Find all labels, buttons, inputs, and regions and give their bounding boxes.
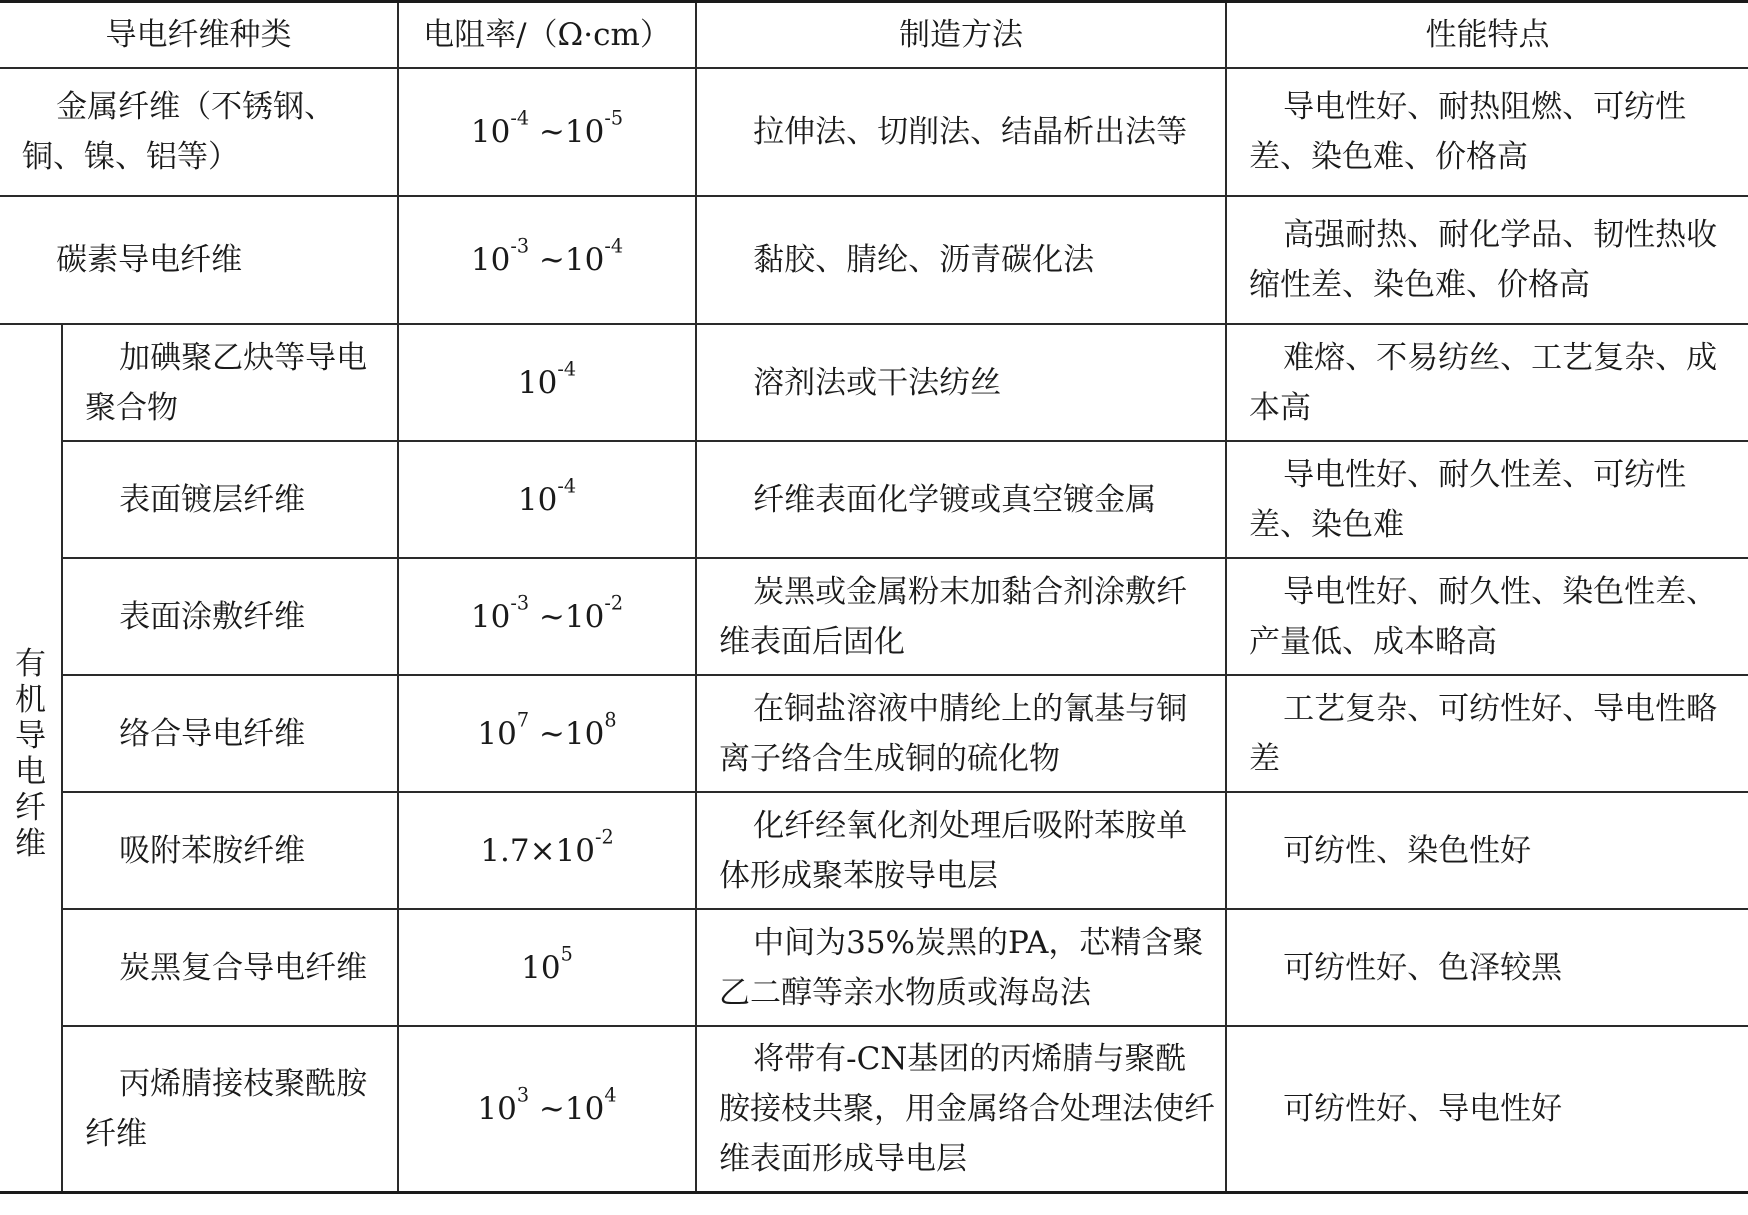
- resistivity-cell: $10^7$ $\sim 10^8$: [398, 675, 696, 792]
- table-row: [0, 909, 1748, 1026]
- properties-cell: 可纺性、染色性好: [1226, 792, 1748, 909]
- method-cell: 纤维表面化学镀或真空镀金属: [696, 441, 1226, 558]
- method-cell: 黏胶、腈纶、沥青碳化法: [696, 196, 1226, 324]
- group-label-organic: 有机导电纤维: [0, 324, 62, 1192]
- table-row: [0, 1026, 1748, 1192]
- properties-cell: 难熔、不易纺丝、工艺复杂、成本高: [1226, 324, 1748, 441]
- table-row: [0, 675, 1748, 792]
- method-cell: 在铜盐溶液中腈纶上的氰基与铜离子络合生成铜的硫化物: [696, 675, 1226, 792]
- method-cell: 中间为35%炭黑的PA，芯精含聚乙二醇等亲水物质或海岛法: [696, 909, 1226, 1026]
- properties-cell: 可纺性好、导电性好: [1226, 1026, 1748, 1192]
- table-row: [0, 558, 1748, 675]
- properties-cell: 工艺复杂、可纺性好、导电性略差: [1226, 675, 1748, 792]
- method-cell: 将带有-CN基团的丙烯腈与聚酰胺接枝共聚，用金属络合处理法使纤维表面形成导电层: [696, 1026, 1226, 1192]
- method-cell: 化纤经氧化剂处理后吸附苯胺单体形成聚苯胺导电层: [696, 792, 1226, 909]
- fiber-type-cell: 碳素导电纤维: [0, 196, 398, 324]
- method-cell: 炭黑或金属粉末加黏合剂涂敷纤维表面后固化: [696, 558, 1226, 675]
- fiber-type-cell: 表面镀层纤维: [62, 441, 398, 558]
- method-cell: 拉伸法、切削法、结晶析出法等: [696, 68, 1226, 196]
- resistivity-cell: $10^{-4}$: [398, 441, 696, 558]
- resistivity-cell: $1.7\times 10^{-2}$: [398, 792, 696, 909]
- resistivity-cell: $10^5$: [398, 909, 696, 1026]
- table-row: [0, 68, 1748, 196]
- fiber-type-cell: 吸附苯胺纤维: [62, 792, 398, 909]
- fiber-type-cell: 炭黑复合导电纤维: [62, 909, 398, 1026]
- fiber-type-cell: 丙烯腈接枝聚酰胺纤维: [62, 1026, 398, 1192]
- header-resistivity: 电阻率/（Ω·cm）: [398, 2, 696, 69]
- resistivity-cell: $10^{-4}$: [398, 324, 696, 441]
- table-row: [0, 196, 1748, 324]
- header-method: 制造方法: [696, 2, 1226, 69]
- properties-cell: 可纺性好、色泽较黑: [1226, 909, 1748, 1026]
- method-cell: 溶剂法或干法纺丝: [696, 324, 1226, 441]
- table-header-row: [0, 2, 1748, 69]
- header-properties: 性能特点: [1226, 2, 1748, 69]
- properties-cell: 导电性好、耐久性、染色性差、产量低、成本略高: [1226, 558, 1748, 675]
- fiber-type-cell: 表面涂敷纤维: [62, 558, 398, 675]
- table-row: [0, 792, 1748, 909]
- fiber-type-cell: 金属纤维（不锈钢、铜、镍、铝等）: [0, 68, 398, 196]
- properties-cell: 导电性好、耐热阻燃、可纺性差、染色难、价格高: [1226, 68, 1748, 196]
- resistivity-cell: $10^{-4}$ $\sim 10^{-5}$: [398, 68, 696, 196]
- table-row: [0, 324, 1748, 441]
- header-fiber-type: 导电纤维种类: [0, 2, 398, 69]
- resistivity-cell: $10^3$ $\sim 10^4$: [398, 1026, 696, 1192]
- properties-cell: 高强耐热、耐化学品、韧性热收缩性差、染色难、价格高: [1226, 196, 1748, 324]
- properties-cell: 导电性好、耐久性差、可纺性差、染色难: [1226, 441, 1748, 558]
- resistivity-cell: $10^{-3}$ $\sim 10^{-4}$: [398, 196, 696, 324]
- fiber-type-cell: 加碘聚乙炔等导电聚合物: [62, 324, 398, 441]
- resistivity-cell: $10^{-3}$ $\sim 10^{-2}$: [398, 558, 696, 675]
- table-row: [0, 441, 1748, 558]
- fiber-type-cell: 络合导电纤维: [62, 675, 398, 792]
